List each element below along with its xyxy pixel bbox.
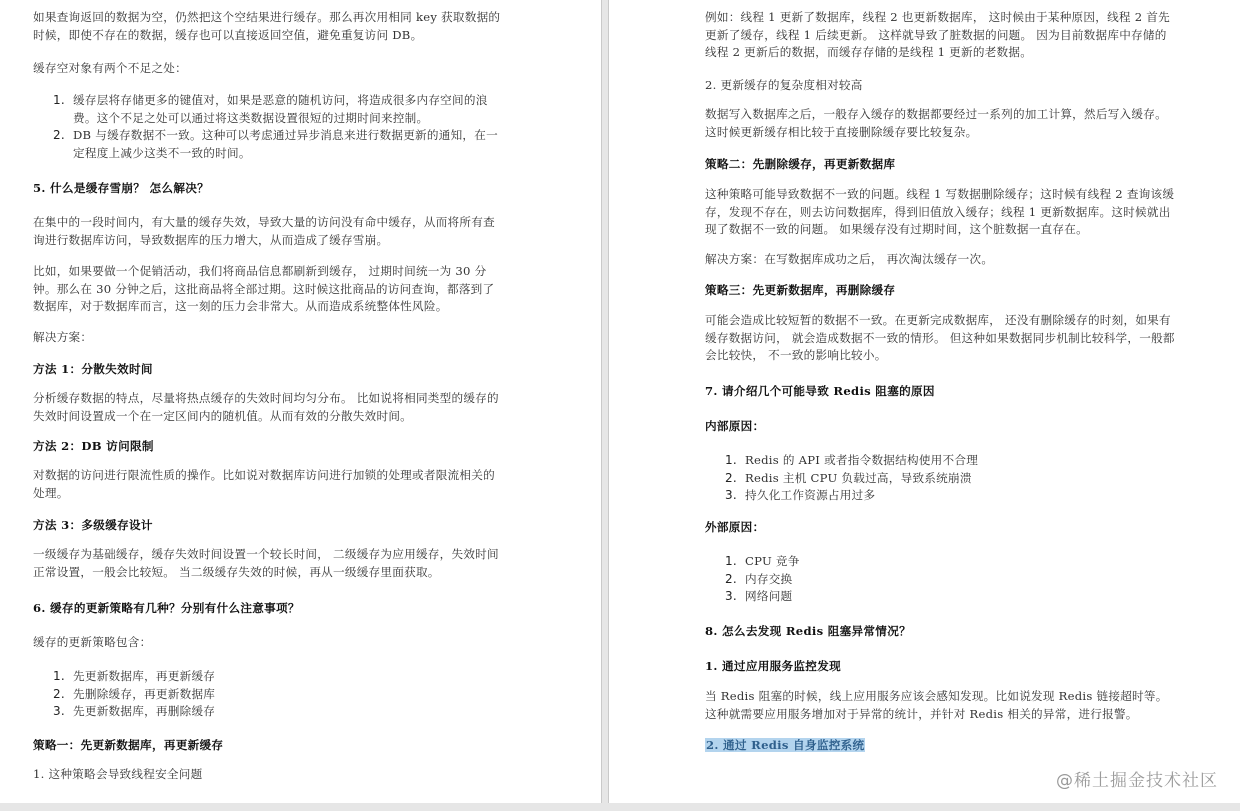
list-item (53, 686, 503, 704)
list-number: 1. (725, 453, 737, 467)
list-number: 3. (725, 488, 737, 502)
paragraph: 当 Redis 阻塞的时候，线上应用服务应该会感知发现。比如说发现 Redis 链接超时等。这种就需要应用服务增加对于异常的统计，并针对 Redis 相关的异常，进行报警。 (705, 689, 1168, 721)
strategy-heading: 策略二：先删除缓存，再更新数据库 (705, 157, 896, 171)
paragraph: 1. 这种策略会导致线程安全问题 (33, 767, 203, 781)
method-heading: 方法 1：分散失效时间 (33, 362, 153, 376)
list-item (725, 470, 1175, 488)
section-heading: 7. 请介绍几个可能导致 Redis 阻塞的原因 (705, 384, 935, 398)
subheading: 内部原因： (705, 419, 765, 433)
text-selection-highlight[interactable]: 2. 通过 Redis 自身监控系统 (706, 738, 865, 752)
list-item (725, 553, 1175, 571)
list-item (725, 588, 1175, 606)
list-item-text: 网络问题 (745, 589, 793, 603)
ordered-list (725, 452, 1175, 505)
ordered-list (53, 92, 503, 162)
subheading-selected[interactable] (705, 737, 1175, 754)
list-item-text: Redis 主机 CPU 负载过高，导致系统崩溃 (745, 470, 972, 485)
list-item (725, 571, 1175, 589)
paragraph: 对数据的访问进行限流性质的操作。比如说对数据库访问进行加锁的处理或者限流相关的处理。 (33, 468, 495, 500)
bottom-scroll-strip (0, 803, 1240, 811)
ordered-list (53, 668, 503, 721)
list-item-text: 先更新数据库，再更新缓存 (73, 669, 216, 683)
paragraph: 如果查询返回的数据为空，仍然把这个空结果进行缓存。那么再次用相同 key 获取数据的时候，即使不存在的数据，缓存也可以直接返回空值，避免重复访问 DB。 (33, 10, 501, 42)
list-number: 3. (53, 704, 65, 718)
right-page (608, 0, 1240, 803)
list-item-text: Redis 的 API 或者指令数据结构使用不合理 (745, 453, 979, 467)
list-item-text: 先删除缓存，再更新数据库 (73, 686, 216, 701)
paragraph: 这种策略可能导致数据不一致的问题。线程 1 写数据删除缓存；这时候有线程 2 查询该缓存，发现不存在，则去访问数据库，得到旧值放入缓存；线程 1 更新数据库。这时候就出现了数据不一致的问题。 如果缓存没有过期时间，这个脏数据一直存在。 (705, 187, 1175, 236)
list-number: 2. (53, 128, 65, 142)
paragraph: 解决方案： (33, 330, 93, 344)
method-heading: 方法 3：多级缓存设计 (33, 518, 153, 532)
list-item-text: 内存交换 (745, 571, 793, 586)
list-item-text: CPU 竞争 (745, 554, 800, 568)
list-number: 2. (725, 470, 737, 485)
section-heading: 6. 缓存的更新策略有几种？分别有什么注意事项？ (33, 601, 300, 615)
section-heading: 8. 怎么去发现 Redis 阻塞异常情况？ (705, 624, 911, 638)
list-item (53, 668, 503, 686)
subheading: 外部原因： (705, 520, 765, 534)
subheading: 1. 通过应用服务监控发现 (705, 659, 841, 673)
list-item-text: 持久化工作资源占用过多 (745, 488, 876, 502)
list-item-text: 缓存层将存储更多的键值对，如果是恶意的随机访问，将造成很多内存空间的浪费。这个不足之处可以通过将这类数据设置很短的过期时间来控制。 (73, 93, 488, 125)
paragraph: 解决方案：在写数据库成功之后， 再次淘汰缓存一次。 (705, 252, 994, 266)
paragraph: 分析缓存数据的特点，尽量将热点缓存的失效时间均匀分布。 比如说将相同类型的缓存的失效时间设置成一个在一定区间内的随机值。从而有效的分散失效时间。 (33, 391, 499, 423)
list-number: 1. (53, 93, 65, 107)
paragraph: 2. 更新缓存的复杂度相对较高 (705, 78, 863, 92)
section-heading: 5. 什么是缓存雪崩？ 怎么解决？ (33, 181, 209, 195)
paragraph: 比如，如果要做一个促销活动，我们将商品信息都刷新到缓存， 过期时间统一为 30 分钟。那么在 30 分钟之后，这批商品将全部过期。这时候这批商品的访问查询，都落到了数据库，对于数据库而言，这一刻的压力会非常大。从而造成系统整体性风险。 (33, 264, 495, 313)
list-item (725, 452, 1175, 470)
method-heading: 方法 2：DB 访问限制 (33, 439, 154, 453)
strategy-heading: 策略三：先更新数据库，再删除缓存 (705, 283, 896, 297)
list-number: 1. (725, 554, 737, 568)
list-number: 2. (53, 686, 65, 701)
paragraph: 缓存的更新策略包含： (33, 635, 152, 649)
list-item (53, 703, 503, 721)
paragraph: 缓存空对象有两个不足之处： (33, 61, 187, 75)
paragraph: 数据写入数据库之后，一般存入缓存的数据都要经过一系列的加工计算，然后写入缓存。 这时候更新缓存相比较于直接删除缓存要比较复杂。 (705, 107, 1167, 139)
ordered-list (725, 553, 1175, 606)
list-item-text: 先更新数据库，再删除缓存 (73, 704, 216, 718)
paragraph: 例如：线程 1 更新了数据库，线程 2 也更新数据库， 这时候由于某种原因，线程 2 首先更新了缓存，线程 1 后续更新。 这样就导致了脏数据的问题。 因为目前数据库中存储的线程 2 更新后的数据，而缓存存储的是线程 1 更新的老数据。 (705, 10, 1170, 59)
paragraph: 在集中的一段时间内，有大量的缓存失效，导致大量的访问没有命中缓存，从而将所有查询进行数据库访问，导致数据库的压力增大，从而造成了缓存雪崩。 (33, 215, 495, 247)
list-item (53, 127, 503, 162)
list-item (725, 487, 1175, 505)
strategy-heading: 策略一：先更新数据库，再更新缓存 (33, 738, 224, 752)
watermark: @稀土掘金技术社区 (1056, 771, 1218, 791)
paragraph: 可能会造成比较短暂的数据不一致。在更新完成数据库， 还没有删除缓存的时刻，如果有缓存数据访问， 就会造成数据不一致的情形。 但这种如果数据同步机制比较科学，一般都会比较快， 不一致的影响比较小。 (705, 313, 1175, 362)
list-number: 2. (725, 571, 737, 586)
list-item-text: DB 与缓存数据不一致。这种可以考虑通过异步消息来进行数据更新的通知，在一定程度上减少这类不一致的时间。 (73, 128, 498, 160)
list-number: 3. (725, 589, 737, 603)
left-page (0, 0, 602, 803)
list-number: 1. (53, 669, 65, 683)
list-item (53, 92, 503, 127)
paragraph: 一级缓存为基础缓存，缓存失效时间设置一个较长时间， 二级缓存为应用缓存，失效时间正常设置，一般会比较短。 当二级缓存失效的时候，再从一级缓存里面获取。 (33, 547, 499, 579)
